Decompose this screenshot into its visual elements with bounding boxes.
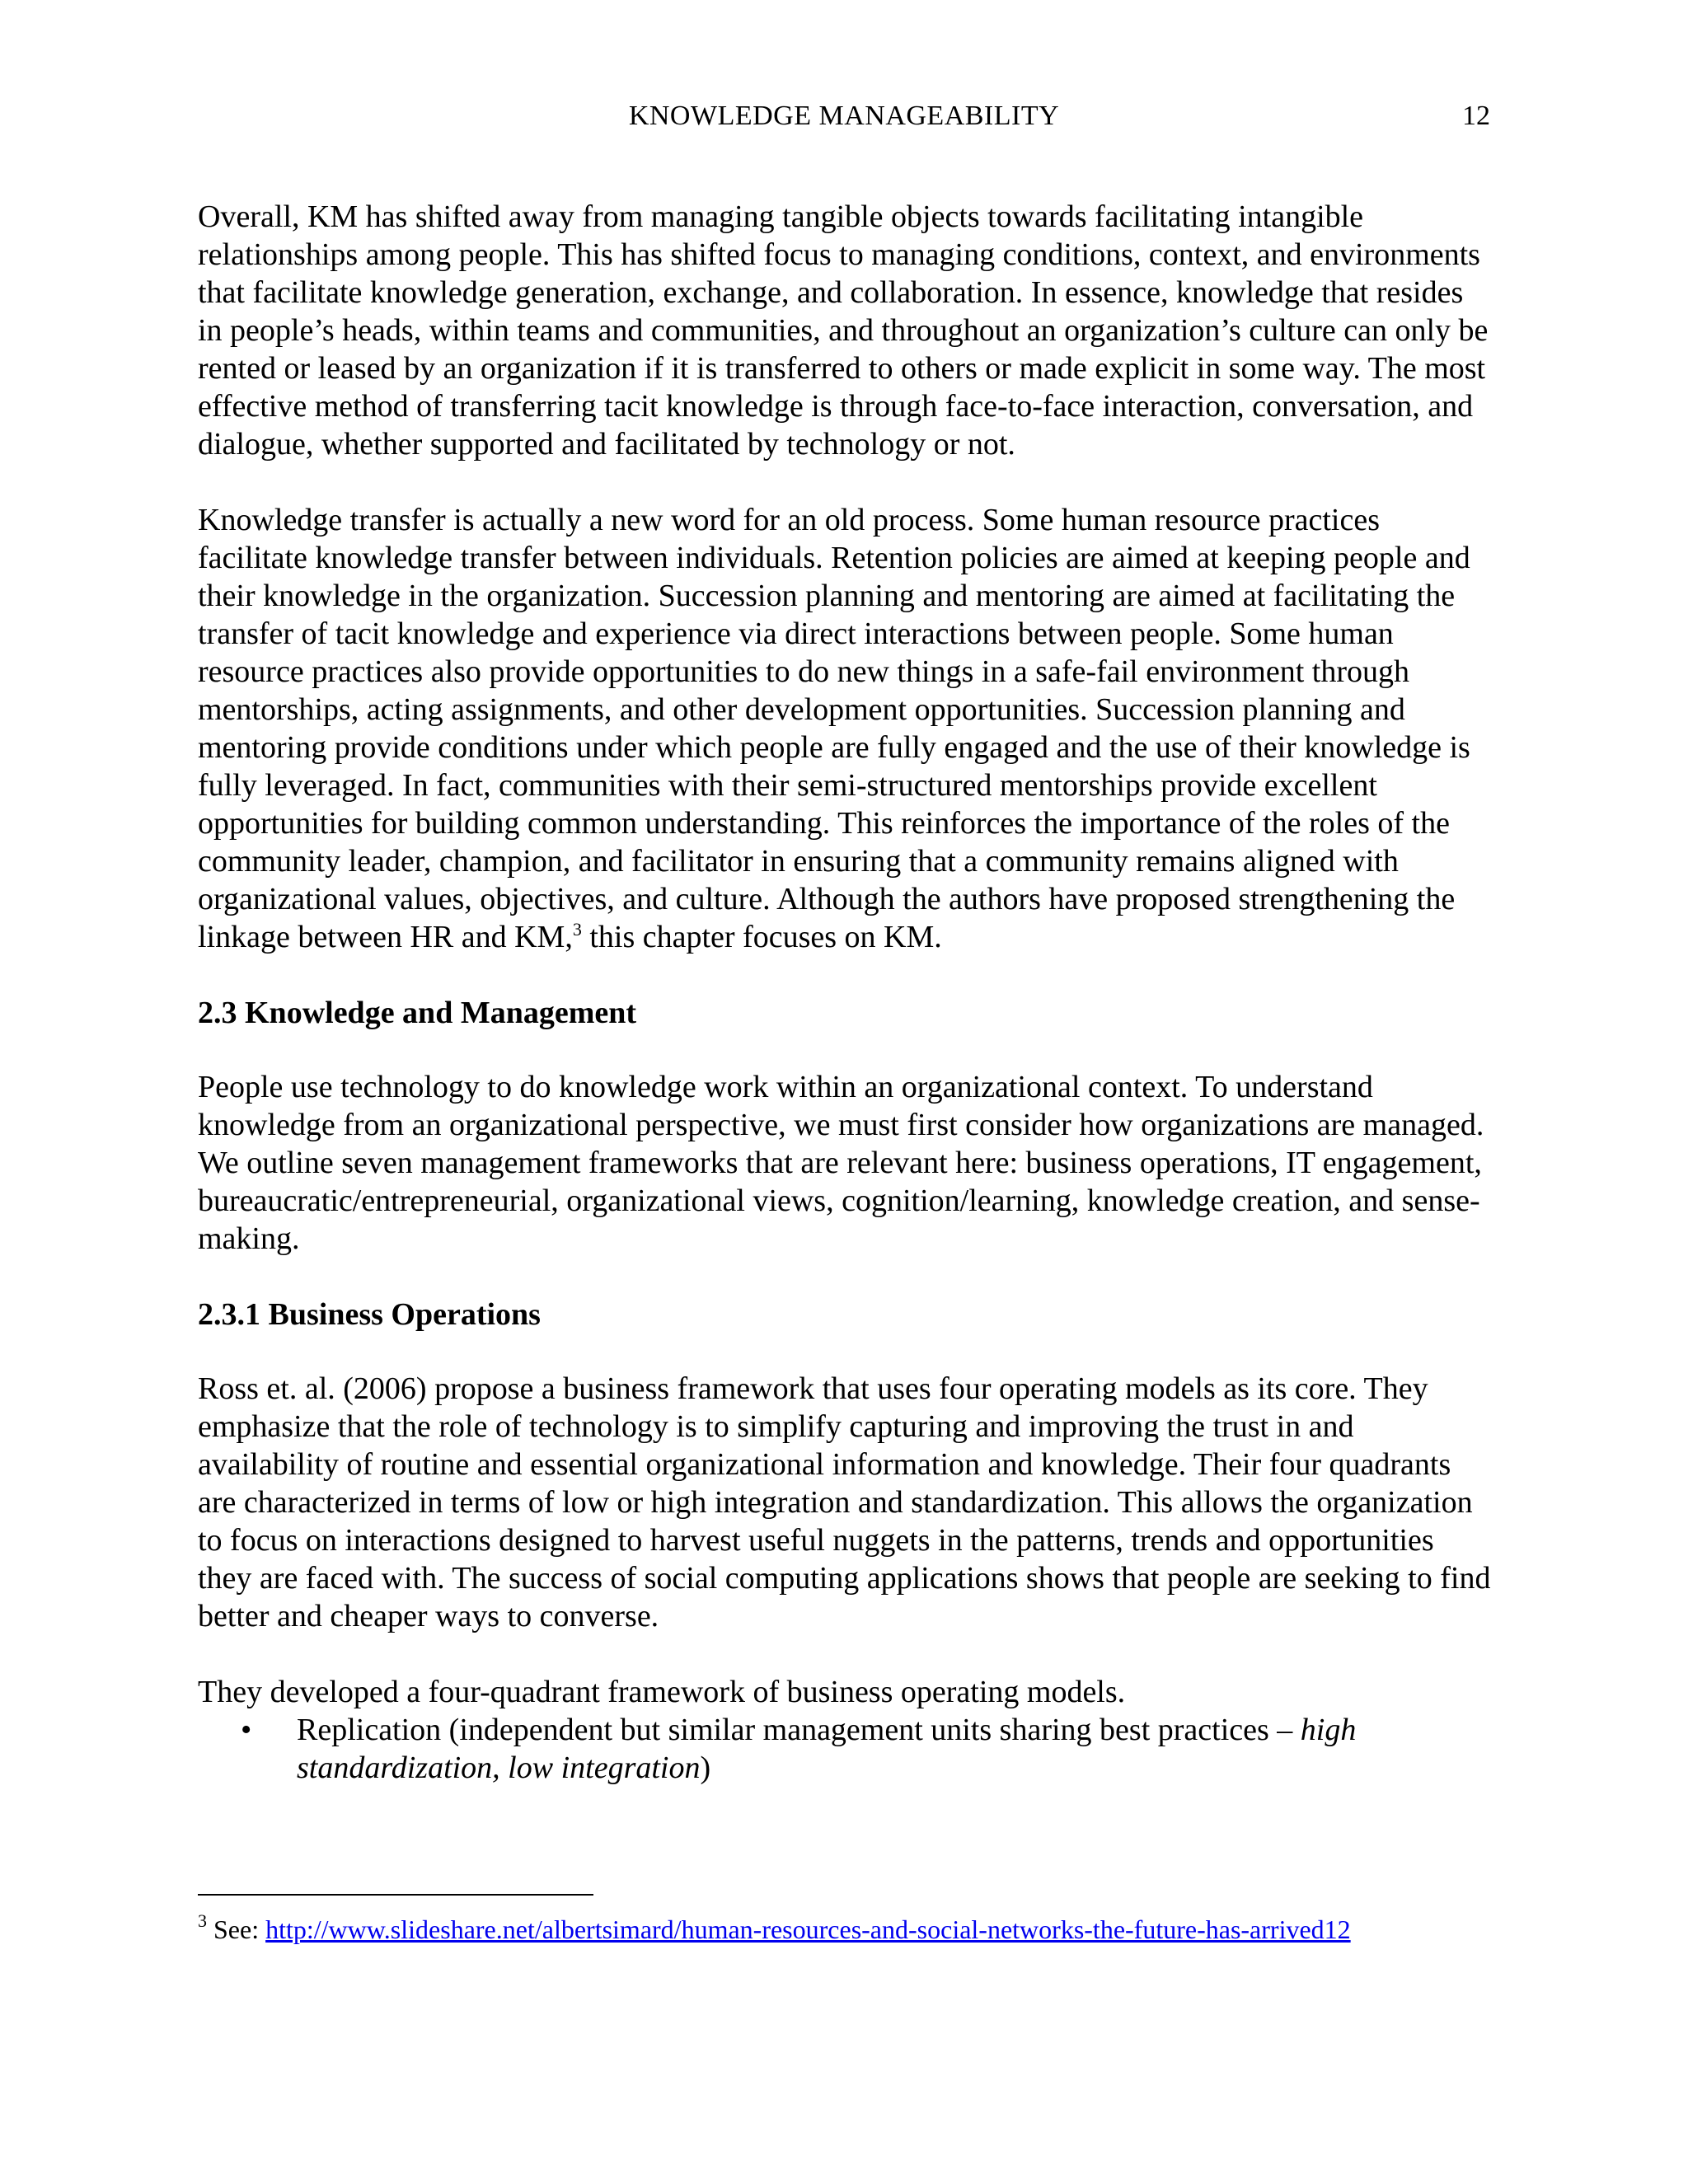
list-item bbox=[198, 1711, 1493, 1787]
list-item-closing: ) bbox=[700, 1750, 711, 1785]
bullet-list bbox=[198, 1711, 1493, 1787]
footnote-link[interactable]: http://www.slideshare.net/albertsimard/human-resources-and-social-networks-the-future-has-arrived12 bbox=[265, 1915, 1351, 1944]
paragraph: Overall, KM has shifted away from managing tangible objects towards facilitating intangible relationships among people. This has shifted focus to managing conditions, context, and environments that facilitate knowledge generation, exchange, and collaboration. In essence, knowledge that resides in people’s heads, within teams and communities, and throughout an organization’s culture can only be rented or leased by an organization if it is transferred to others or made explicit in some way. The most effective method of transferring tacit knowledge is through face-to-face interaction, conversation, and dialogue, whether supported and facilitated by technology or not. bbox=[198, 199, 1489, 462]
bullet-icon: • bbox=[241, 1713, 252, 1747]
footnote-reference[interactable]: 3 bbox=[572, 919, 582, 940]
page-number: 12 bbox=[1462, 101, 1490, 131]
list-item-emphasis: high standardization, low integration bbox=[297, 1713, 1357, 1785]
section-heading: 2.3 Knowledge and Management bbox=[198, 996, 636, 1030]
running-head: KNOWLEDGE MANAGEABILITY bbox=[628, 101, 1060, 131]
paragraph: People use technology to do knowledge work within an organizational context. To understand knowledge from an organizational perspective, we must first consider how organizations are managed. We outline seven management frameworks that are relevant here: business operations, IT engagement, bureaucratic/entrepreneurial, organizational views, cognition/learning, knowledge creation, and sense-making. bbox=[198, 1070, 1484, 1256]
subsection-heading: 2.3.1 Business Operations bbox=[198, 1297, 541, 1332]
footnote-marker: 3 bbox=[198, 1910, 207, 1931]
list-item-text: Replication (independent but similar management units sharing best practices – bbox=[297, 1713, 1301, 1747]
paragraph: Ross et. al. (2006) propose a business framework that uses four operating models as its core. They emphasize that the role of technology is to simplify capturing and improving the trust in and availability of routine and essential organizational information and knowledge. Their four quadrants are characterized in terms of low or high integration and standardization. This allows the organization to focus on interactions designed to harvest useful nuggets in the patterns, trends and opportunities they are faced with. The success of social computing applications shows that people are seeking to find better and cheaper ways to converse. bbox=[198, 1371, 1491, 1633]
footnote-label: See: bbox=[207, 1915, 266, 1944]
paragraph-text: Knowledge transfer is actually a new word for an old process. Some human resource practices facilitate knowledge transfer between individuals. Retention policies are aimed at keeping people and their knowledge in the organization. Succession planning and mentoring are aimed at facilitating the transfer of tacit knowledge and experience via direct interactions between people. Some human resource practices also provide opportunities to do new things in a safe-fail environment through mentorships, acting assignments, and other development opportunities. Succession planning and mentoring provide conditions under which people are fully engaged and the use of their knowledge is fully leveraged. In fact, communities with their semi-structured mentorships provide excellent opportunities for building common understanding. This reinforces the importance of the roles of the community leader, champion, and facilitator in ensuring that a community remains aligned with organizational values, objectives, and culture. Although the authors have proposed strengthening the linkage between HR and KM, bbox=[198, 503, 1470, 954]
footnote-separator bbox=[198, 1894, 593, 1896]
paragraph bbox=[198, 501, 1493, 956]
paragraph: They developed a four-quadrant framework of business operating models. bbox=[198, 1675, 1126, 1709]
paragraph-text: this chapter focuses on KM. bbox=[581, 920, 942, 954]
body-text bbox=[198, 198, 1493, 1787]
footnote bbox=[198, 1912, 1493, 1947]
